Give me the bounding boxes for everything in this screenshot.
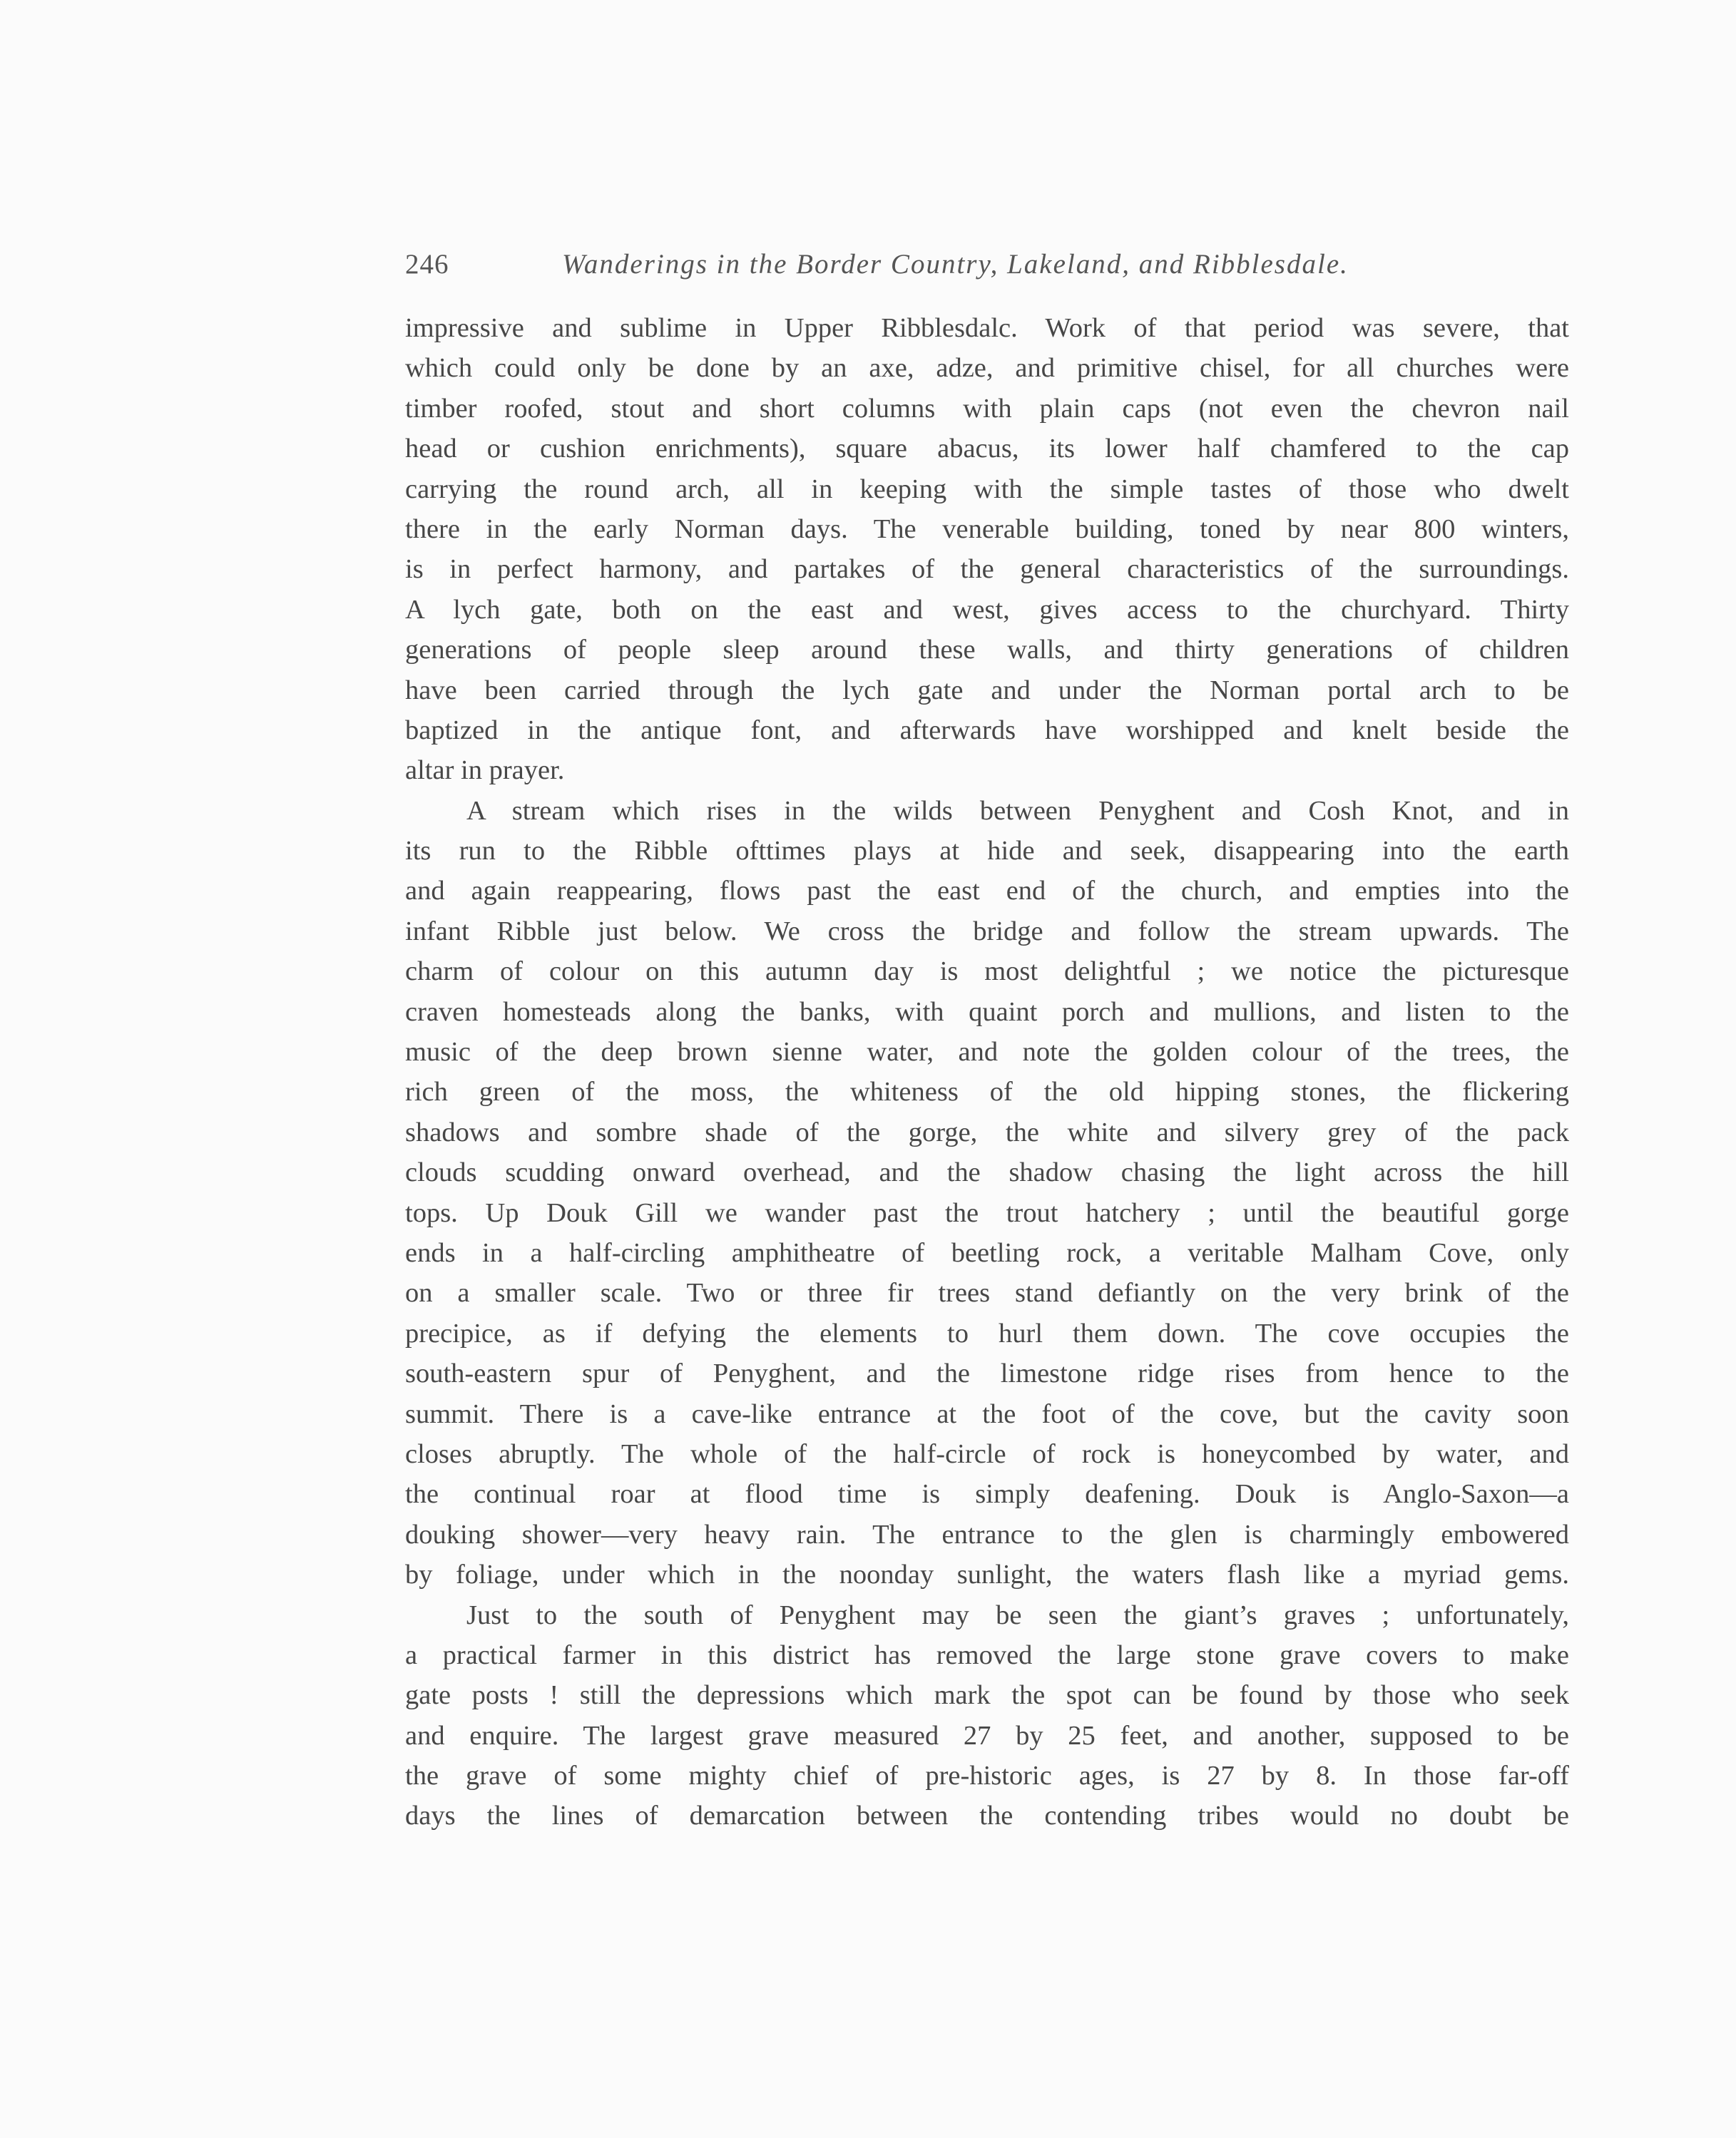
text-line: and enquire. The largest grave measured 27 by 25 feet, and another, supposed to be [405, 1720, 1569, 1751]
text-line: days the lines of demarcation between the contending tribes would no doubt be [405, 1801, 1569, 1831]
text-line: clouds scudding onward overhead, and the shadow chasing the light across the hill [405, 1157, 1569, 1188]
text-line: is in perfect harmony, and partakes of the general characteristics of the surroundings. [405, 554, 1569, 585]
text-line: the grave of some mighty chief of pre-historic ages, is 27 by 8. In those far-off [405, 1761, 1569, 1791]
text-line: gate posts ! still the depressions which mark the spot can be found by those who seek [405, 1680, 1569, 1711]
text-line: infant Ribble just below. We cross the bridge and follow the stream upwards. The [405, 916, 1569, 946]
text-line: there in the early Norman days. The venerable building, toned by near 800 winters, [405, 513, 1569, 544]
text-line: ends in a half-circling amphitheatre of beetling rock, a veritable Malham Cove, only [405, 1237, 1569, 1268]
paragraph-first-line: A stream which rises in the wilds between Penyghent and Cosh Knot, and in [466, 795, 1569, 826]
text-line: craven homesteads along the banks, with quaint porch and mullions, and listen to the [405, 996, 1569, 1027]
text-line: precipice, as if defying the elements to hurl them down. The cove occupies the [405, 1318, 1569, 1349]
page-number: 246 [405, 249, 449, 280]
running-title: Wanderings in the Border Country, Lakeland, and Ribblesdale. [562, 249, 1349, 280]
text-line: A lych gate, both on the east and west, gives access to the churchyard. Thirty [405, 594, 1569, 625]
paragraph-first-line: Just to the south of Penyghent may be seen the giant’s graves ; unfortunately, [466, 1600, 1569, 1630]
page-header [405, 248, 1569, 291]
body-text [405, 308, 1569, 1836]
text-line: a practical farmer in this district has removed the large stone grave covers to make [405, 1640, 1569, 1670]
text-line: baptized in the antique font, and afterwards have worshipped and knelt beside the [405, 715, 1569, 745]
text-line: music of the deep brown sienne water, and note the golden colour of the trees, the [405, 1037, 1569, 1068]
text-line: have been carried through the lych gate and under the Norman portal arch to be [405, 675, 1569, 705]
text-line: its run to the Ribble ofttimes plays at hide and seek, disappearing into the earth [405, 836, 1569, 866]
text-line: summit. There is a cave-like entrance at the foot of the cove, but the cavity soon [405, 1398, 1569, 1429]
text-line: douking shower—very heavy rain. The entrance to the glen is charmingly embowered [405, 1519, 1569, 1550]
text-line: the continual roar at flood time is simply deafening. Douk is Anglo-Saxon—a [405, 1479, 1569, 1510]
text-line: which could only be done by an axe, adze, and primitive chisel, for all churches were [405, 353, 1569, 384]
text-line: carrying the round arch, all in keeping with the simple tastes of those who dwelt [405, 474, 1569, 504]
text-line: tops. Up Douk Gill we wander past the trout hatchery ; until the beautiful gorge [405, 1197, 1569, 1228]
text-line: on a smaller scale. Two or three fir trees stand defiantly on the very brink of the [405, 1278, 1569, 1309]
text-line: south-eastern spur of Penyghent, and the limestone ridge rises from hence to the [405, 1359, 1569, 1389]
text-line: generations of people sleep around these walls, and thirty generations of children [405, 635, 1569, 665]
text-line: by foliage, under which in the noonday sunlight, the waters flash like a myriad gems. [405, 1560, 1569, 1590]
text-line: shadows and sombre shade of the gorge, the white and silvery grey of the pack [405, 1117, 1569, 1147]
paragraph-last-line: altar in prayer. [405, 755, 565, 786]
text-line: closes abruptly. The whole of the half-circle of rock is honeycombed by water, and [405, 1438, 1569, 1469]
text-line: timber roofed, stout and short columns with plain caps (not even the chevron nail [405, 393, 1569, 424]
text-line: rich green of the moss, the whiteness of the old hipping stones, the flickering [405, 1077, 1569, 1108]
text-line: and again reappearing, flows past the east end of the church, and empties into the [405, 876, 1569, 906]
text-line: head or cushion enrichments), square abacus, its lower half chamfered to the cap [405, 434, 1569, 464]
text-line: charm of colour on this autumn day is most delightful ; we notice the picturesque [405, 956, 1569, 987]
text-line: impressive and sublime in Upper Ribblesdalc. Work of that period was severe, that [405, 313, 1569, 343]
